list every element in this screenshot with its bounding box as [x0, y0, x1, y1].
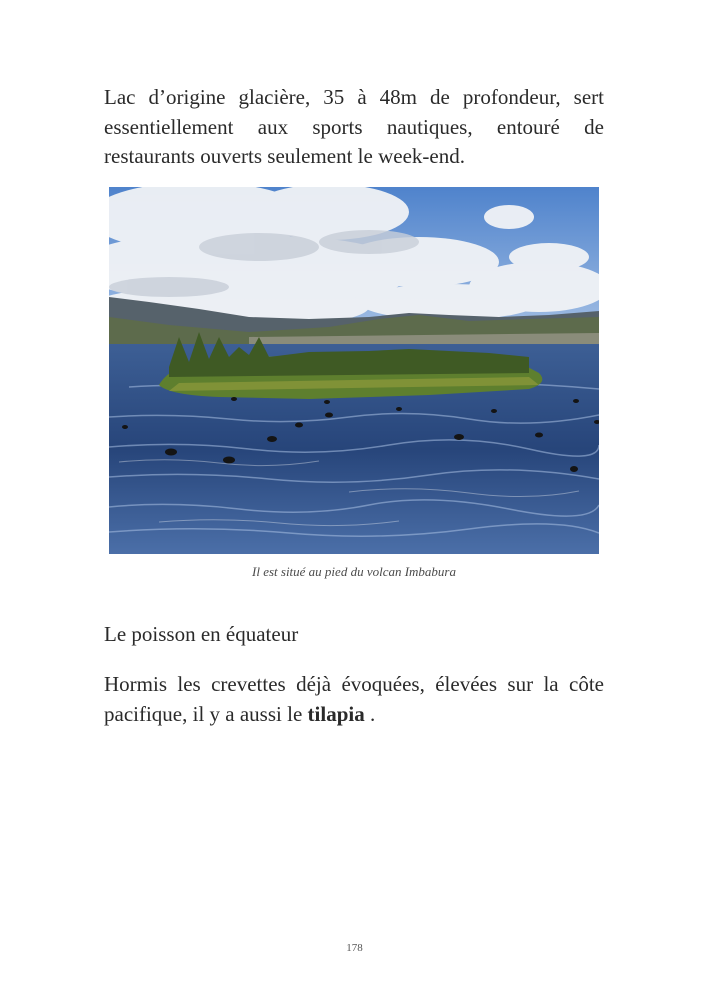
photo-caption: Il est situé au pied du volcan Imbabura — [252, 564, 456, 579]
intro-paragraph: Lac d’origine glacière, 35 à 48m de profondeur, sert essentiellement aux sports nautiques, entouré de restaurants ouverts seulement le week-end. — [104, 85, 604, 168]
tilapia-term: tilapia — [307, 701, 365, 726]
lake-photo — [109, 187, 599, 554]
fish-paragraph — [104, 670, 604, 729]
page-number: 178 — [346, 942, 363, 954]
fish-text-end: . — [364, 701, 376, 726]
section-heading: Le poisson en équateur — [104, 622, 299, 646]
fish-text: Hormis les crevettes déjà évoquées, élevées sur la côte pacifique, il y a aussi le — [104, 672, 604, 726]
